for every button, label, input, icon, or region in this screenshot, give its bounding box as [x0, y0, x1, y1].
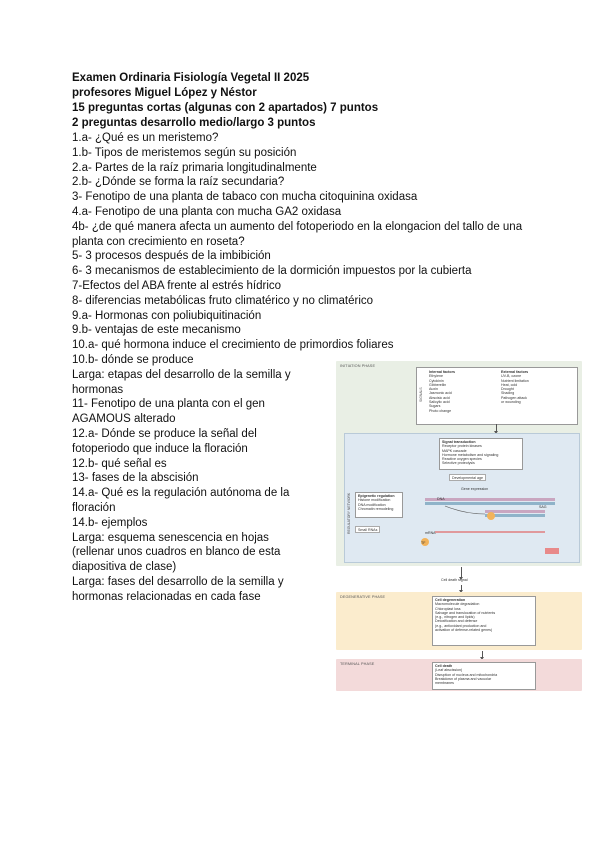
external-factor: or wounding: [501, 400, 521, 405]
external-factors: [501, 370, 573, 404]
tf-protein: [487, 512, 495, 520]
cell-degeneration-title: Cell degeneration: [435, 598, 466, 602]
epigenetic-item: Chromatin remodeling: [358, 506, 394, 511]
internal-factor: Ethylene: [429, 374, 443, 379]
epigenetic-item: Histone modification: [358, 498, 391, 503]
internal-factors: [429, 370, 499, 413]
short-questions-summary: 15 preguntas cortas (algunas con 2 apartados) 7 puntos: [72, 102, 379, 114]
arrow-down: [461, 567, 462, 577]
cell-degeneration-item: Chloroplast loss: [435, 606, 461, 611]
question-item: 3- Fenotipo de una planta de tabaco con mucha citoquinina oxidasa: [72, 191, 418, 204]
cell-degeneration-item: activation of defense-related genes): [435, 628, 493, 633]
professors-line: profesores Miguel López y Néstor: [72, 87, 257, 99]
question-item: 14.b- ejemplos: [72, 516, 148, 529]
internal-factor: Gibberellin: [429, 382, 447, 387]
initiation-phase-label: INITIATION PHASE: [340, 364, 376, 368]
small-rnas-label: Small RNAs: [355, 526, 380, 533]
gene-expression-schematic: [405, 492, 575, 560]
question-item: 4.a- Fenotipo de una planta con mucha GA2 oxidasa: [72, 205, 342, 218]
question-item: 9.b- ventajas de este mecanismo: [72, 324, 241, 337]
cell-death-signal-label: Cell death signal: [441, 577, 468, 582]
internal-factor: Auxin: [429, 387, 438, 392]
epigenetic-item: DNA modification: [358, 502, 386, 507]
question-item: 9.a- Hormonas con poliubiquitinación: [72, 309, 262, 322]
cell-degeneration-item: (e.g., nitrogen and lipids): [435, 615, 475, 620]
transcription-arrow: [445, 506, 485, 514]
question-item: 2.a- Partes de la raíz primaria longitudinalmente: [72, 161, 317, 174]
tf-label: TF: [421, 540, 426, 545]
internal-factor: Cytokinin: [429, 378, 444, 383]
question-item: 6- 3 mecanismos de establecimiento de la dormición impuestos por la cubierta: [72, 265, 472, 278]
regulatory-network-label: REGULATORY NETWORK: [347, 492, 351, 534]
epigenetic-title: Epigenetic regulation: [358, 494, 395, 498]
cell-degeneration-item: (e.g., antioxidant production and: [435, 623, 487, 628]
signals-box: [416, 367, 578, 425]
arrow-down: [482, 651, 483, 657]
mrna-label: mRNA: [425, 530, 436, 535]
sag-transcript: [485, 510, 545, 513]
terminal-phase-label: TERMINAL PHASE: [340, 662, 375, 666]
cell-degeneration-box: [432, 596, 536, 646]
dna-strand: [425, 502, 555, 505]
internal-factor: Sugars: [429, 404, 441, 409]
signals-label: SIGNALS: [419, 387, 423, 402]
developmental-age-label: Developmental age: [449, 474, 486, 481]
gene-expression-label: Gene expression: [461, 486, 489, 491]
terminal-phase-panel: [336, 659, 582, 691]
signal-transduction-box: [439, 438, 523, 470]
internal-factors-title: Internal factors: [429, 370, 455, 374]
cell-death-item: membranes: [435, 681, 454, 686]
question-item: 12.a- Dónde se produce la señal del fotoperiodo que induce la floración: [72, 427, 257, 455]
external-factor: Heat, cold: [501, 382, 518, 387]
question-item: 12.b- qué señal es: [72, 457, 167, 470]
question-item: Larga: etapas del desarrollo de la semilla y hormonas: [72, 368, 291, 396]
question-item: 10.b- dónde se produce: [72, 353, 194, 366]
arrow-down: [461, 585, 462, 590]
external-factor: Pathogen attack: [501, 395, 527, 400]
long-questions-summary: 2 preguntas desarrollo medio/largo 3 puntos: [72, 117, 316, 129]
senescence-diagram: [336, 361, 582, 691]
question-item: 1.a- ¿Qué es un meristemo?: [72, 132, 219, 144]
cell-death-item: Breakdown of plasma and vacuolar: [435, 676, 492, 681]
regulatory-network-panel: [344, 433, 580, 563]
dna-label: DNA: [437, 496, 445, 501]
cell-death-title: Cell death: [435, 664, 453, 668]
exam-title: Examen Ordinaria Fisiología Vegetal II 2025: [72, 72, 310, 84]
signal-transduction-item: Reactive oxygen species: [442, 457, 482, 462]
exam-header: [72, 71, 542, 131]
sag-label: SAG: [539, 504, 547, 509]
cell-death-item: Disruption of nucleus and mitochondria: [435, 672, 498, 677]
external-factors-title: External factors: [501, 370, 529, 374]
signal-transduction-item: Selective proteolysis: [442, 461, 475, 466]
initiation-phase-panel: [336, 361, 582, 566]
arrow-down: [496, 424, 497, 431]
signal-transduction-item: Receptor protein kinases: [442, 444, 482, 449]
internal-factor: Salicylic acid: [429, 400, 450, 405]
question-item: 13- fases de la abscisión: [72, 472, 199, 485]
internal-factor: Abscisic acid: [429, 395, 450, 400]
question-item: 8- diferencias metabólicas fruto climatérico y no climatérico: [72, 294, 374, 307]
internal-factor: Photo change: [429, 408, 452, 413]
cell-death-box: [432, 662, 536, 690]
question-item: 11- Fenotipo de una planta con el gen AGAMOUS alterado: [72, 398, 265, 426]
epigenetic-regulation-box: [355, 492, 403, 518]
question-item: Larga: esquema senescencia en hojas (rellenar unos cuadros en blanco de esta diapositiva de clase): [72, 531, 281, 574]
external-factor: Shading: [501, 391, 515, 396]
question-item: 7-Efectos del ABA frente al estrés hídrico: [72, 279, 282, 292]
cell-degeneration-item: Salvage and translocation of nutrients: [435, 610, 496, 615]
question-item: 14.a- Qué es la regulación autónoma de la floración: [72, 487, 290, 514]
cell-death-item: (Leaf abscission): [435, 668, 463, 673]
degenerative-phase-label: DEGENERATIVE PHASE: [340, 595, 386, 599]
signal-transduction-item: MAPK cascade: [442, 448, 467, 453]
signal-transduction-title: Signal transduction: [442, 440, 476, 444]
degenerative-phase-panel: [336, 592, 582, 650]
question-item: 10.a- qué hormona induce el crecimiento de primordios foliares: [72, 339, 394, 352]
question-item: 5- 3 procesos después de la imbibición: [72, 250, 271, 263]
cell-degeneration-item: Detoxification and defense: [435, 619, 478, 624]
external-factor: Nutrient limitation: [501, 378, 529, 383]
external-factor: UV-B, ozone: [501, 374, 522, 379]
external-factor: Drought: [501, 387, 514, 392]
sag-protein: [545, 548, 559, 554]
internal-factor: Jasmonic acid: [429, 391, 452, 396]
signal-transduction-item: Hormone metabolism and signaling: [442, 452, 499, 457]
question-item: Larga: fases del desarrollo de la semilla y hormonas relacionadas en cada fase: [72, 575, 284, 603]
question-item: 4b- ¿de qué manera afecta un aumento del fotoperiodo en la elongacion del tallo de una planta con crecimiento en roseta?: [72, 220, 523, 248]
question-item: 2.b- ¿Dónde se forma la raíz secundaria?: [72, 176, 285, 189]
question-item: 1.b- Tipos de meristemos según su posición: [72, 146, 297, 159]
cell-degeneration-item: Macromolecule degradation: [435, 602, 480, 607]
